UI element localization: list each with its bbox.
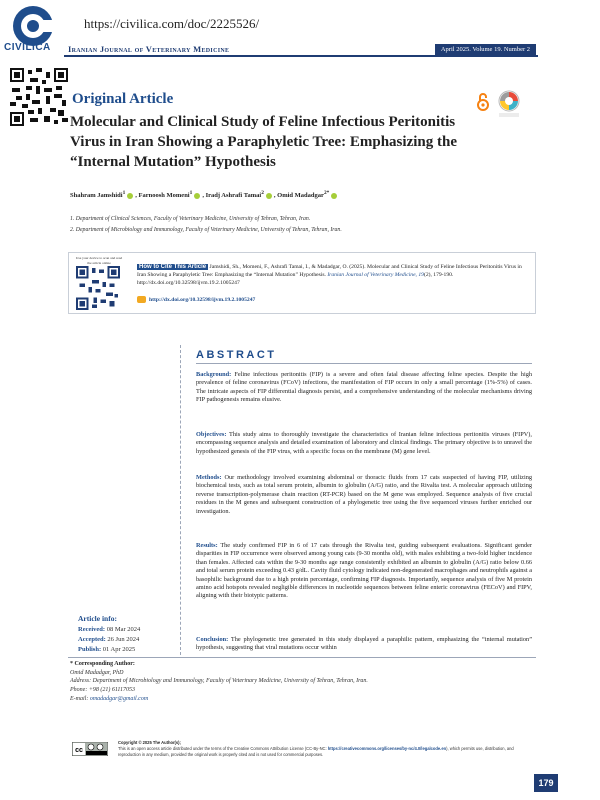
article-info-accepted <box>78 636 139 643</box>
doi-icon <box>137 296 146 303</box>
abstract-background <box>196 371 532 405</box>
orcid-icon[interactable] <box>331 193 337 199</box>
source-url[interactable]: https://civilica.com/doc/2225526/ <box>84 16 260 31</box>
abstract-text: The phylogenetic tree generated in this study displayed a paraphilic pattern, emphasizing the “internal mutation” hypothesis, suggesting that viral mutations occur within <box>196 636 532 652</box>
section-divider <box>180 345 181 655</box>
info-value: 01 Apr 2025 <box>102 646 136 653</box>
doi-link[interactable]: http://dx.doi.org/10.32598/ijvm.19.2.1005247 <box>149 296 256 303</box>
author-name: Iradj Ashrafi Tamai <box>205 192 262 200</box>
article-info-received <box>78 626 140 633</box>
orcid-icon[interactable] <box>194 193 200 199</box>
abstract-text: Feline infectious peritonitis (FIP) is a severe and often fatal disease affecting feline species. Despite the high prevalence of feline coronavirus (FCoV) infections, the manifestation of FIP occurs in only a small percentage (1%-5%) of cases. The intricate aspects of FIP differential diagnosis persist, and a comprehensive understanding of the molecular mechanisms driving FIP pathogenesis remains elusive. <box>196 371 532 404</box>
page-number: 179 <box>534 774 558 792</box>
author-affil-ref: 2 <box>261 190 264 196</box>
abstract-label: Results: <box>196 542 218 549</box>
header-divider <box>64 55 538 57</box>
license-text <box>118 740 536 758</box>
abstract-text: Our methodology involved examining abdominal or thoracic fluids from 17 cats suspected of having FIP, utilizing biochemical tests, such as total serum protein, albumin to globulin (A/G) ratio, and the Rivalta test. A molecular approach utilizing reverse transcription-polymerase chain reaction (RT-PCR) based on the M gene was employed. Sequence analysis of five crucial residues in the M genes and subsequent construction of a phylogenetic tree using the five sequenced viruses further enriched our investigation. <box>196 474 532 515</box>
article-type: Original Article <box>72 91 174 107</box>
author-list: Shahram Jamshidi$^1$ , Farnoosh Momeni$^1$ , Iradj Ashrafi Tamai$^2$ , Omid Madadgar$^{2*}$ <box>70 190 339 199</box>
citation-qr-label: Use your device to scan and read the article online <box>75 256 123 265</box>
email-link[interactable]: omadadgar@gmail.com <box>89 696 149 702</box>
corresponding-author-title: * Corresponding Author: <box>70 661 135 667</box>
abstract-objectives <box>196 431 532 456</box>
abstract-results <box>196 542 532 601</box>
info-value: 26 Jun 2024 <box>107 636 140 643</box>
open-access-icon <box>476 92 490 112</box>
author-name: Shahram Jamshidi <box>70 192 123 200</box>
cc-by-nc-icon <box>72 742 108 756</box>
article-title: Molecular and Clinical Study of Feline Infectious Peritonitis Virus in Iran Showing a Paraphyletic Tree: Emphasizing the “Internal Mutation” Hypothesis <box>70 114 457 170</box>
crossmark-icon[interactable] <box>496 90 522 118</box>
info-label: Publish: <box>78 646 102 653</box>
qr-code-icon <box>76 266 120 310</box>
orcid-icon[interactable] <box>266 193 272 199</box>
affiliation: 2. Department of Microbiology and Immunology, Faculty of Veterinary Medicine, University of Tehran, Tehran, Iran. <box>70 227 342 233</box>
abstract-text: This study aims to thoroughly investigate the characteristics of Iranian feline infectious peritonitis viruses (FIPV), encompassing sequence analysis and detailed examination of laboratory and clinical findings. The primary objective is to unravel the hypothesized genesis of the FIP virus, with a specific focus on the membrane (M) gene level. <box>196 431 532 455</box>
doi-line <box>137 296 255 303</box>
license-body: This is an open access article distributed under the terms of the Creative Commons Attribution License (CC-By-NC: <box>118 746 327 751</box>
info-label: Accepted: <box>78 636 106 643</box>
citation-pages: (2), 179-190. http://dx.doi.org/10.32598/ijvm.19.2.1005247 <box>137 272 454 287</box>
abstract-text: The study confirmed FIP in 6 of 17 cats through the Rivalta test, guiding subsequent evaluations. Significant gender disparities in FIP occurrence were observed among young cats (9-30 months old), with males exhibiting a two-fold higher incidence than females. Affected cats within the 9-30 months age range consistently exhibited an albumin to globulin (A/G) ratio below 0.66 and total serum protein exceeding 0.43 g/dL. Cavity fluid cytology indicated non-degenerated macrophages and neutrophils against a basophilic background due to a high protein percentage, confirming FIP diagnosis. Importantly, sequence analysis of five M protein amino acid hotspots revealed negligible differences in nucleotide sequences between feline enteric coronavirus (FECoV) and FIPV, aligning with their biotypic patterns. <box>196 542 533 600</box>
corresponding-author-phone: Phone: +98 (21) 61117053 <box>70 687 135 693</box>
svg-text:cc: cc <box>75 747 83 754</box>
email-label: E-mail: <box>70 696 89 702</box>
abstract-heading-rule <box>196 363 532 364</box>
article-info-published <box>78 646 135 653</box>
citation-label: How to Cite This Article <box>139 264 207 270</box>
abstract-label: Objectives: <box>196 431 227 438</box>
qr-code-icon <box>10 68 68 126</box>
journal-issue: April 2025. Volume 19. Number 2 <box>435 44 536 55</box>
article-info-title: Article info: <box>78 614 117 623</box>
affiliation: 1. Department of Clinical Sciences, Faculty of Veterinary Medicine, University of Tehran, Tehran, Iran. <box>70 216 311 222</box>
journal-name: Iranian Journal of Veterinary Medicine <box>68 44 230 54</box>
info-label: Received: <box>78 626 106 633</box>
corresponding-author-address: Address: Department of Microbiology and Immunology, Faculty of Veterinary Medicine, University of Tehran, Tehran, Iran. <box>70 678 368 684</box>
author-name: Farnoosh Momeni <box>138 192 190 200</box>
abstract-methods <box>196 474 532 516</box>
logo-text: CIVILICA <box>4 42 51 53</box>
author-affil-ref: 2* <box>323 190 330 196</box>
author-affil-ref: 1 <box>122 190 126 196</box>
author-affil-ref: 1 <box>189 190 193 196</box>
corresponding-author-email <box>70 695 148 703</box>
abstract-label: Background: <box>196 371 232 378</box>
citation-text <box>137 263 530 288</box>
citation-journal: Iranian Journal of Veterinary Medicine, 19 <box>327 272 424 279</box>
license-body-end: ), which permits use, distribution, and reproduction in any medium, provided the original work is properly cited and is not used for commercial purposes. <box>118 746 514 757</box>
copyright: Copyright © 2025 The Author(s); <box>118 740 181 745</box>
abstract-label: Methods: <box>196 474 222 481</box>
abstract-heading: ABSTRACT <box>196 349 277 361</box>
corresponding-author-name: Omid Madadgar, PhD <box>70 670 124 676</box>
license-link[interactable]: https://creativecommons.org/licenses/by-nc/4.0/legalcode.en <box>327 746 447 751</box>
author-name: Omid Madadgar <box>277 192 324 200</box>
info-value: 08 Mar 2024 <box>106 626 141 633</box>
footer-divider <box>68 657 536 658</box>
orcid-icon[interactable] <box>127 193 133 199</box>
abstract-conclusion <box>196 636 532 653</box>
abstract-label: Conclusion: <box>196 636 229 643</box>
citation-body: Jamshidi, Sh., Momeni, F., Ashrafi Tamai, I., & Madadgar, O. (2025). Molecular and Clinical Study of Feline Infectious Peritonitis Virus in Iran Showing a Paraphyletic Tree: Emphasizing the “Internal Mutation” Hypothesis. <box>137 264 522 279</box>
